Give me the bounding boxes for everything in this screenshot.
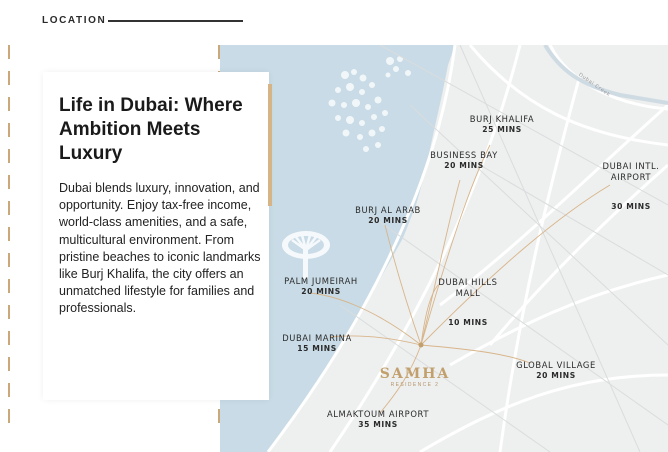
border-dash [8, 305, 10, 319]
location-map[interactable] [220, 45, 668, 452]
label-burj-al-arab: BURJ AL ARAB 20 MINS [355, 205, 421, 225]
border-dash [8, 331, 10, 345]
label-dubai-intl-airport: DUBAI INTL. AIRPORT 30 MINS [602, 161, 660, 211]
label-dubai-marina: DUBAI MARINA 15 MINS [282, 333, 352, 353]
border-dash [8, 357, 10, 371]
border-dash [8, 149, 10, 163]
border-dash [8, 45, 10, 59]
label-global-village: GLOBAL VILLAGE 20 MINS [516, 360, 596, 380]
samha-brand: SAMHA [379, 366, 451, 382]
border-dash [8, 253, 10, 267]
map-graphic [220, 45, 668, 452]
card-body: Dubai blends luxury, innovation, and opportunity. Enjoy tax-free income, world-class amenities, and a safe, multicultural environment. From pristine beaches to iconic landmarks like Burj Khalifa, the city offers an unmatched lifestyle for families and professionals. [59, 181, 261, 316]
border-dash [8, 97, 10, 111]
border-dash [8, 227, 10, 241]
border-dash [8, 175, 10, 189]
section-header [42, 14, 262, 30]
section-divider [108, 20, 243, 22]
label-dubai-hills-mall: DUBAI HILLS MALL 10 MINS [438, 277, 498, 327]
border-dash [8, 123, 10, 137]
card-title: Life in Dubai: Where Ambition Meets Luxury [59, 95, 243, 164]
left-dashed-border [4, 45, 14, 425]
border-dash [8, 201, 10, 215]
samha-subtitle: RESIDENCE 2 [390, 382, 440, 388]
info-card [43, 72, 269, 400]
border-dash [8, 71, 10, 85]
label-almaktoum-airport: ALMAKTOUM AIRPORT 35 MINS [326, 409, 430, 429]
samha-logo [373, 366, 457, 389]
border-dash [8, 279, 10, 293]
border-dash [8, 409, 10, 423]
label-palm-jumeirah: PALM JUMEIRAH 20 MINS [284, 276, 358, 296]
section-label: LOCATION [42, 15, 107, 26]
label-burj-khalifa: BURJ KHALIFA 25 MINS [469, 114, 535, 134]
label-dubai-creek: Dubai Creek [577, 71, 612, 99]
samha-location-dot [419, 343, 424, 348]
border-dash [8, 383, 10, 397]
card-accent-bar [268, 84, 272, 206]
label-business-bay: BUSINESS BAY 20 MINS [430, 150, 498, 170]
